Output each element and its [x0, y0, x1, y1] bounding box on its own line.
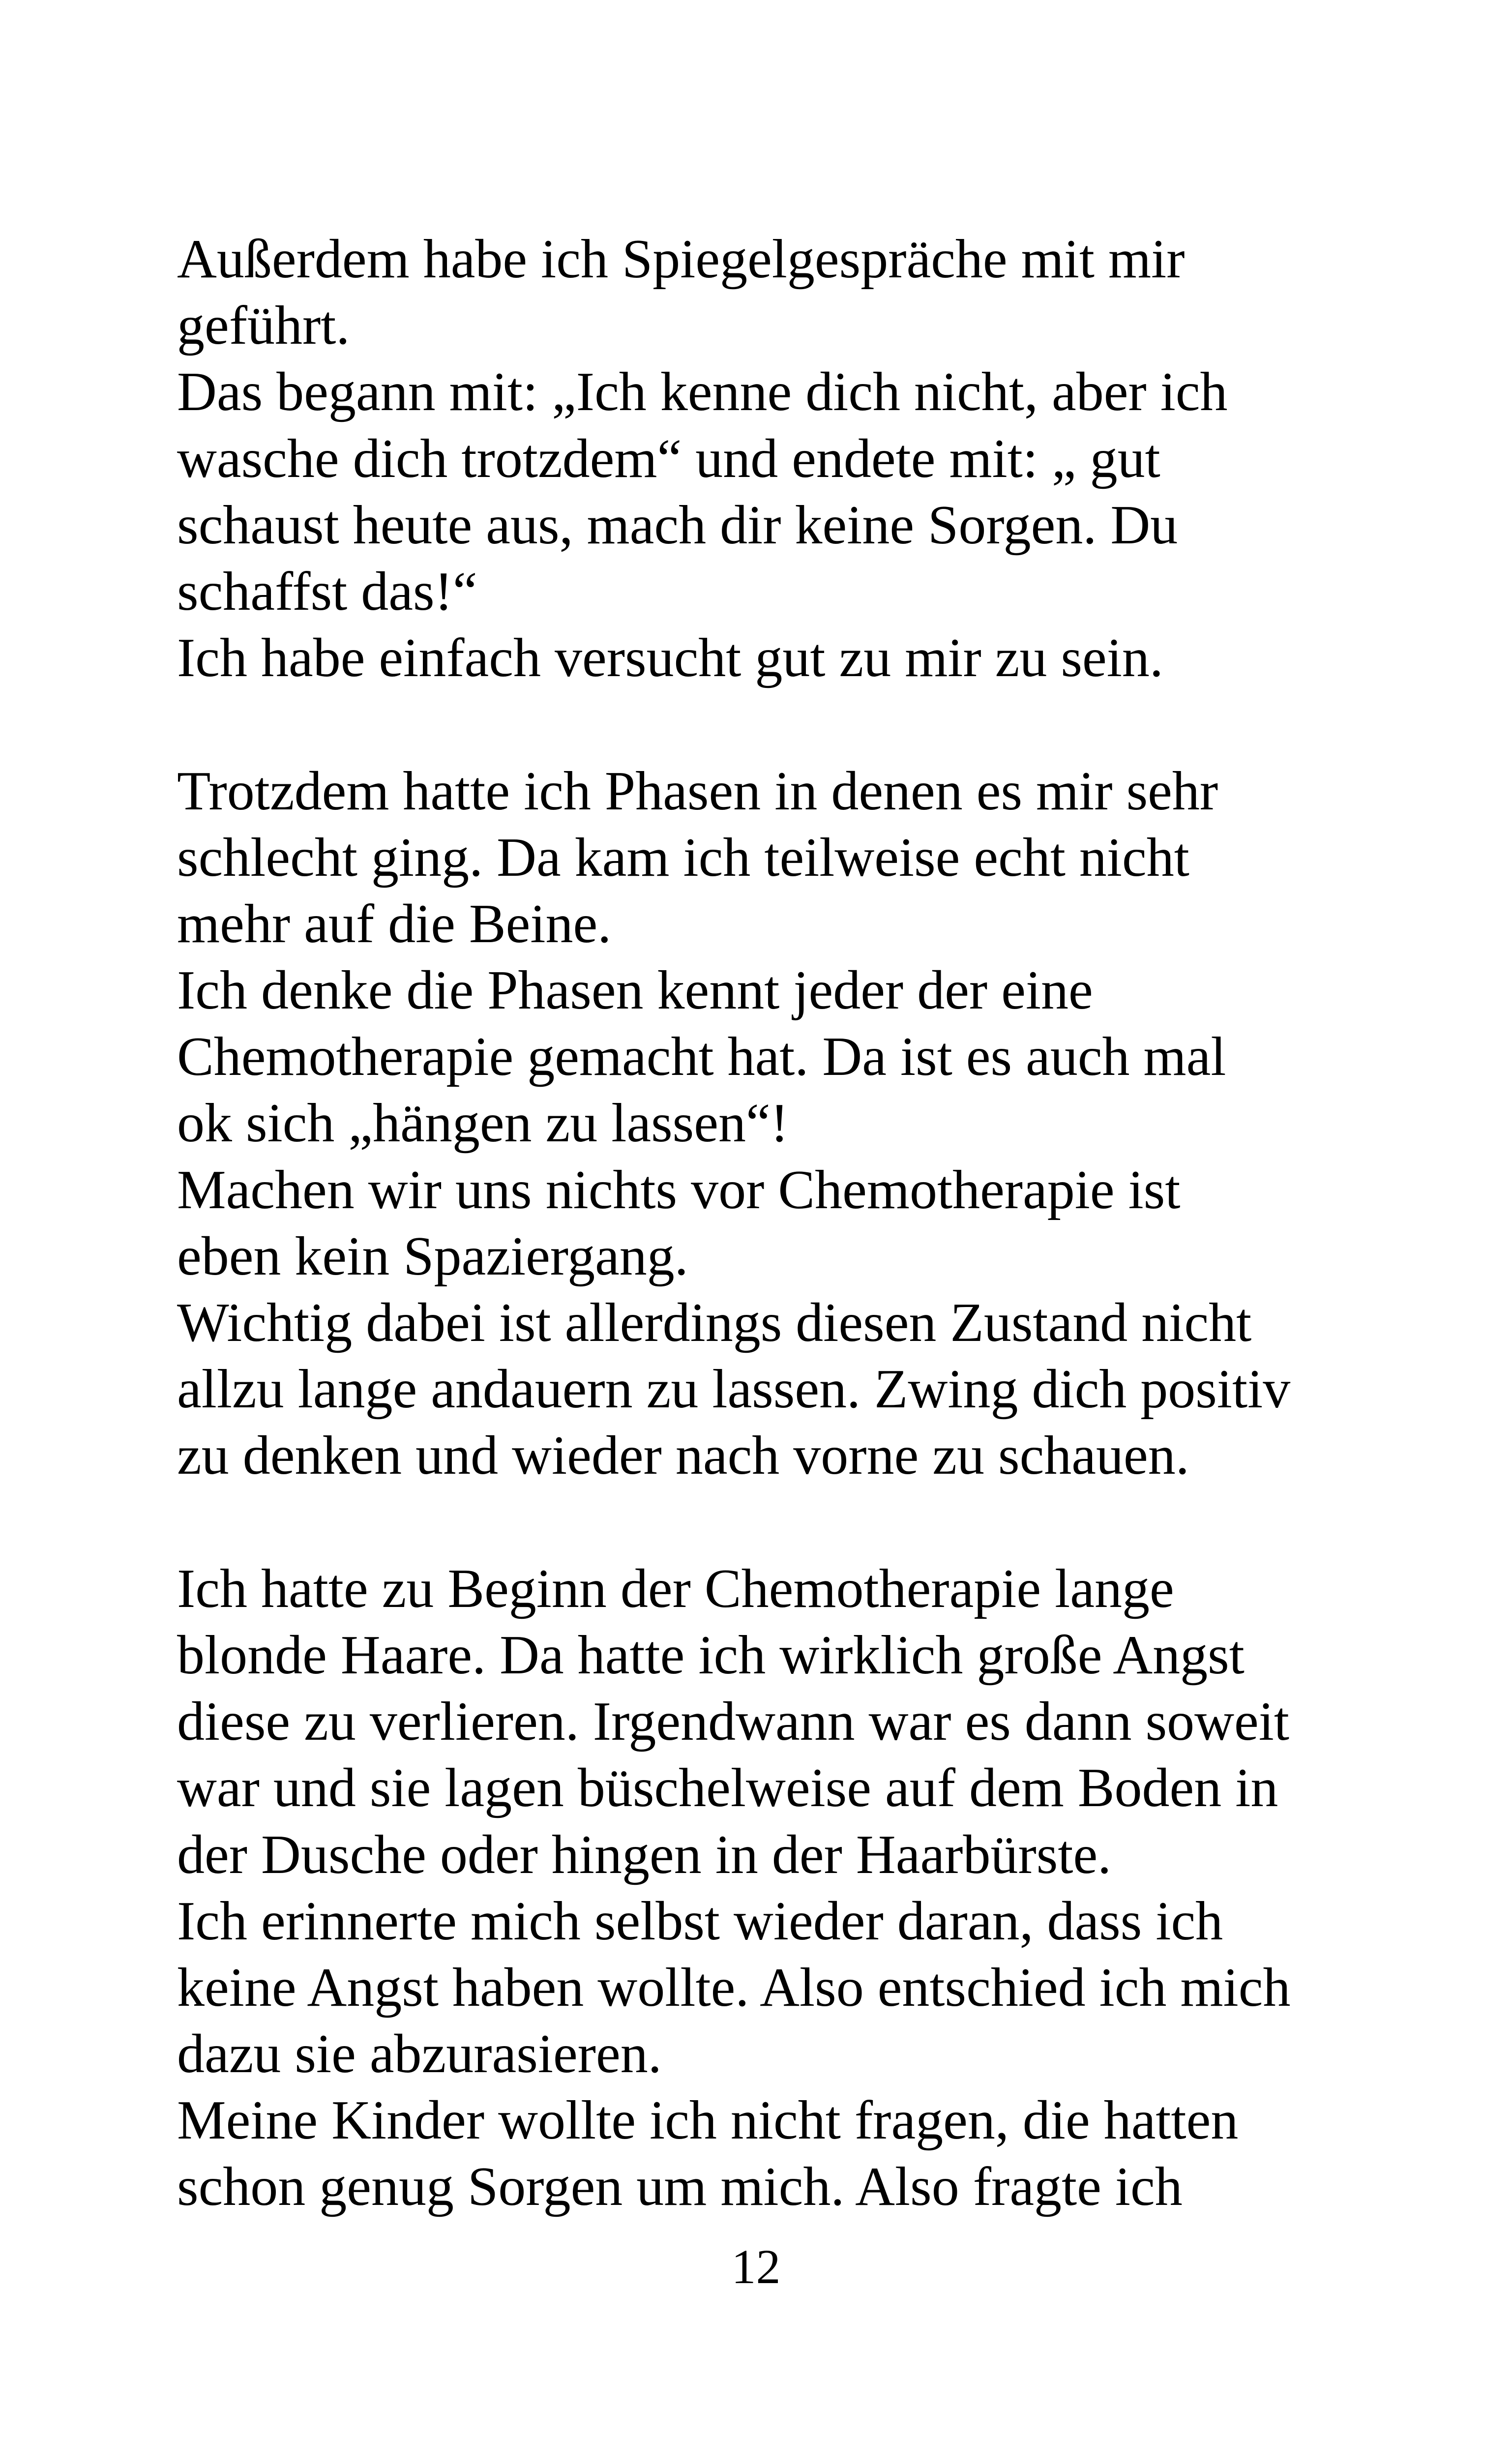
text-line: ok sich „hängen zu lassen“! — [177, 1093, 789, 1154]
text-line: Außerdem habe ich Spiegelgespräche mit mir — [177, 229, 1185, 290]
text-line: wasche dich trotzdem“ und endete mit: „ gut — [177, 428, 1160, 489]
text-line: blonde Haare. Da hatte ich wirklich große Angst — [177, 1624, 1245, 1686]
text-line: eben kein Spaziergang. — [177, 1225, 688, 1287]
text-line: Ich habe einfach versucht gut zu mir zu sein. — [177, 627, 1163, 689]
text-line: mehr auf die Beine. — [177, 893, 612, 954]
text-line: Wichtig dabei ist allerdings diesen Zustand nicht — [177, 1292, 1252, 1353]
page-number: 12 — [731, 2239, 781, 2294]
paragraph-spacer — [177, 691, 1382, 758]
text-line: geführt. — [177, 295, 350, 357]
paragraph-spacer — [177, 1489, 1382, 1556]
page-text-body — [177, 226, 1382, 2221]
text-line: Trotzdem hatte ich Phasen in denen es mir sehr — [177, 760, 1218, 822]
text-line: Meine Kinder wollte ich nicht fragen, die hatten — [177, 2090, 1239, 2151]
text-line: schaust heute aus, mach dir keine Sorgen. Du — [177, 494, 1178, 556]
text-line: Das begann mit: „Ich kenne dich nicht, aber ich — [177, 361, 1228, 423]
paragraph-1 — [177, 226, 1382, 691]
text-line: Ich erinnerte mich selbst wieder daran, dass ich — [177, 1890, 1223, 1952]
text-line: Ich hatte zu Beginn der Chemotherapie lange — [177, 1558, 1174, 1619]
text-line: allzu lange andauern zu lassen. Zwing dich positiv — [177, 1359, 1291, 1420]
paragraph-3 — [177, 1556, 1382, 2221]
text-line: Machen wir uns nichts vor Chemotherapie ist — [177, 1159, 1181, 1220]
text-line: dazu sie abzurasieren. — [177, 2023, 662, 2085]
text-line: diese zu verlieren. Irgendwann war es dann soweit — [177, 1691, 1289, 1753]
text-line: schon genug Sorgen um mich. Also fragte ich — [177, 2156, 1183, 2218]
text-line: Chemotherapie gemacht hat. Da ist es auch mal — [177, 1026, 1226, 1088]
text-line: Ich denke die Phasen kennt jeder der eine — [177, 960, 1093, 1021]
text-line: schlecht ging. Da kam ich teilweise echt nicht — [177, 827, 1189, 888]
text-line: schaffst das!“ — [177, 561, 477, 622]
text-line: war und sie lagen büschelweise auf dem Boden in — [177, 1757, 1278, 1819]
paragraph-2 — [177, 758, 1382, 1489]
text-line: der Dusche oder hingen in der Haarbürste. — [177, 1824, 1112, 1885]
text-line: keine Angst haben wollte. Also entschied ich mich — [177, 1957, 1291, 2018]
text-line: zu denken und wieder nach vorne zu schauen. — [177, 1425, 1189, 1487]
